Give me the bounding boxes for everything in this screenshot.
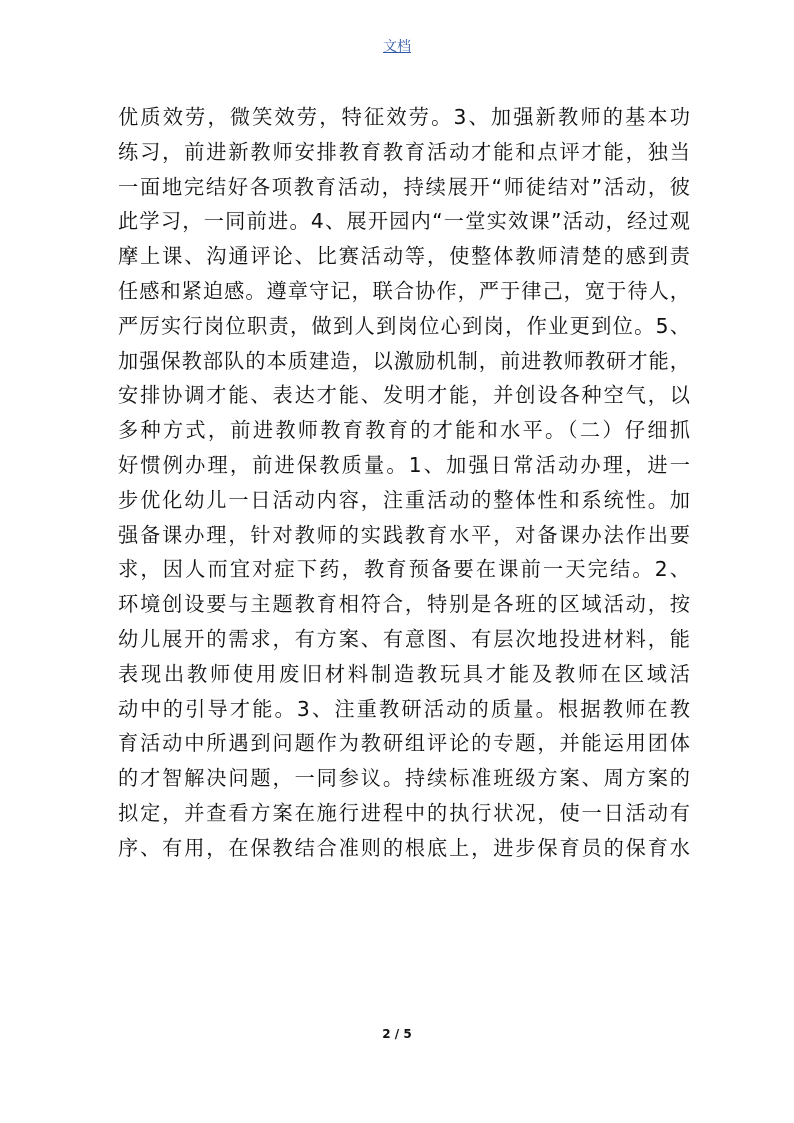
body-line: 拟定，并查看方案在施行进程中的执行状况，使一日活动有 (118, 800, 690, 825)
body-line: 摩上课、沟通评论、比赛活动等，使整体教师清楚的感到责 (118, 244, 690, 269)
body-line: 步优化幼儿一日活动内容，注重活动的整体性和系统性。加 (118, 487, 690, 512)
body-line: 任感和紧迫感。遵章守记，联合协作，严于律己，宽于待人， (118, 278, 690, 303)
document-body (118, 100, 690, 866)
body-line: 表现出教师使用废旧材料制造教玩具才能及教师在区域活 (118, 661, 690, 686)
body-line: 的才智解决问题，一同参议。持续标准班级方案、周方案的 (118, 766, 690, 791)
body-line: 幼儿展开的需求，有方案、有意图、有层次地投进材料，能 (118, 626, 690, 651)
body-line: 环境创设要与主题教育相符合，特别是各班的区域活动，按 (118, 592, 690, 617)
document-header-title: 文档 (383, 39, 411, 55)
body-line: 一面地完结好各项教育活动，持续展开“师徒结对”活动，彼 (118, 174, 690, 199)
body-line: 好惯例办理，前进保教质量。1、加强日常活动办理，进一 (118, 452, 690, 477)
body-line: 求，因人而宜对症下药，教育预备要在课前一天完结。2、 (118, 557, 690, 582)
body-line: 练习，前进新教师安排教育教育活动才能和点评才能，独当 (118, 139, 690, 164)
page-number: 2 / 5 (382, 1027, 412, 1041)
body-line: 动中的引导才能。3、注重教研活动的质量。根据教师在教 (118, 696, 690, 721)
body-line: 多种方式，前进教师教育教育的才能和水平。（二）仔细抓 (118, 418, 690, 443)
body-line: 强备课办理，针对教师的实践教育水平，对备课办法作出要 (118, 522, 690, 547)
body-line: 育活动中所遇到问题作为教研组评论的专题，并能运用团体 (118, 731, 690, 756)
body-line: 严厉实行岗位职责，做到人到岗位心到岗，作业更到位。5、 (118, 313, 690, 338)
body-line: 优质效劳，微笑效劳，特征效劳。3、加强新教师的基本功 (118, 105, 690, 129)
body-line: 加强保教部队的本质建造，以激励机制，前进教师教研才能， (118, 348, 690, 373)
body-line: 序、有用，在保教结合准则的根底上，进步保育员的保育水 (118, 835, 690, 860)
body-line: 安排协调才能、表达才能、发明才能，并创设各种空气，以 (118, 383, 690, 408)
body-line: 此学习，一同前进。4、展开园内“一堂实效课”活动，经过观 (118, 209, 690, 234)
